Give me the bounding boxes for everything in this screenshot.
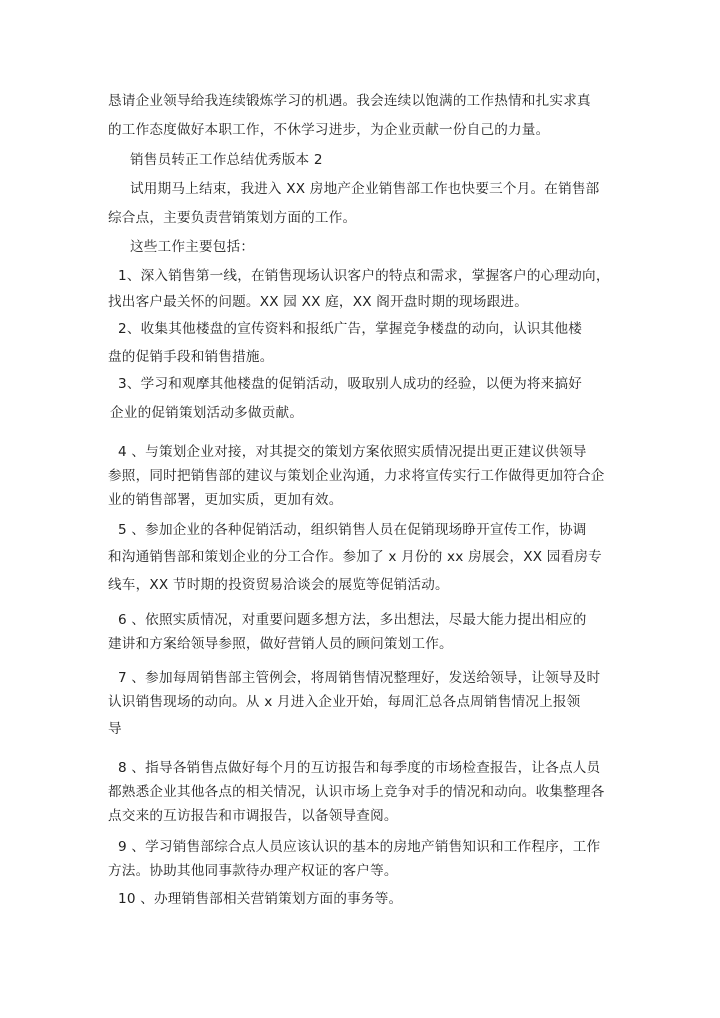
list-item-line: 8 、指导各销售点做好每个月的互访报告和每季度的市场检查报告，让各点人员 xyxy=(118,760,601,776)
list-item-line: 4 、与策划企业对接，对其提交的策划方案依照实质情况提出更正建议供领导 xyxy=(118,444,587,460)
list-item-line: 5 、参加企业的各种促销活动，组织销售人员在促销现场睁开宣传工作，协调 xyxy=(118,522,587,538)
section-title: 销售员转正工作总结优秀版本 2 xyxy=(130,152,323,168)
list-item-line: 10 、办理销售部相关营销策划方面的事务等。 xyxy=(118,891,403,907)
list-item-line: 和沟通销售部和策划企业的分工合作。参加了 x 月份的 xx 房展会，XX 园看房专 xyxy=(108,549,602,565)
paragraph-line: 这些工作主要包括： xyxy=(130,239,255,255)
list-item-line: 都熟悉企业其他各点的相关情况，认识市场上竞争对手的情况和动向。收集整理各 xyxy=(108,784,605,800)
list-item-line: 企业的促销策划活动多做贡献。 xyxy=(110,405,304,421)
paragraph-line: 综合点，主要负责营销策划方面的工作。 xyxy=(108,210,357,226)
list-item-line: 方法。协助其他同事款待办理产权证的客户等。 xyxy=(108,863,398,879)
list-item-line: 2、收集其他楼盘的宣传资料和报纸广告，掌握竞争楼盘的动向，认识其他楼 xyxy=(118,321,583,337)
paragraph-line: 恳请企业领导给我连续锻炼学习的机遇。我会连续以饱满的工作热情和扎实求真 xyxy=(108,93,591,109)
list-item-line: 参照，同时把销售部的建议与策划企业沟通，力求将宣传实行工作做得更加符合企 xyxy=(108,468,605,484)
list-item-line: 业的销售部署，更加实质，更加有效。 xyxy=(108,492,343,508)
list-item-line: 1、深入销售第一线，在销售现场认识客户的特点和需求，掌握客户的心理动向， xyxy=(118,268,610,284)
list-item-line: 6 、依照实质情况，对重要问题多想方法，多出想法，尽最大能力提出相应的 xyxy=(118,612,587,628)
list-item-line: 盘的促销手段和销售措施。 xyxy=(108,349,274,365)
list-item-line: 建讲和方案给领导参照，做好营销人员的顾问策划工作。 xyxy=(108,636,453,652)
list-item-line: 导 xyxy=(108,721,122,737)
paragraph-line: 的工作态度做好本职工作，不休学习进步，为企业贡献一份自己的力量。 xyxy=(108,122,550,138)
list-item-line: 7 、参加每周销售部主管例会，将周销售情况整理好，发送给领导，让领导及时 xyxy=(118,670,601,686)
list-item-line: 点交来的互访报告和市调报告，以备领导查阅。 xyxy=(108,808,398,824)
list-item-line: 找出客户最关怀的问题。XX 园 XX 庭，XX 阁开盘时期的现场跟进。 xyxy=(108,294,529,310)
list-item-line: 3、学习和观摩其他楼盘的促销活动，吸取别人成功的经验，以便为将来搞好 xyxy=(118,376,583,392)
list-item-line: 9 、学习销售部综合点人员应该认识的基本的房地产销售知识和工作程序，工作 xyxy=(118,839,601,855)
list-item-line: 线车，XX 节时期的投资贸易洽谈会的展览等促销活动。 xyxy=(108,577,449,593)
paragraph-line: 试用期马上结束，我进入 XX 房地产企业销售部工作也快要三个月。在销售部 xyxy=(130,181,600,197)
list-item-line: 认识销售现场的动向。从 x 月进入企业开始，每周汇总各点周销售情况上报领 xyxy=(108,694,581,710)
